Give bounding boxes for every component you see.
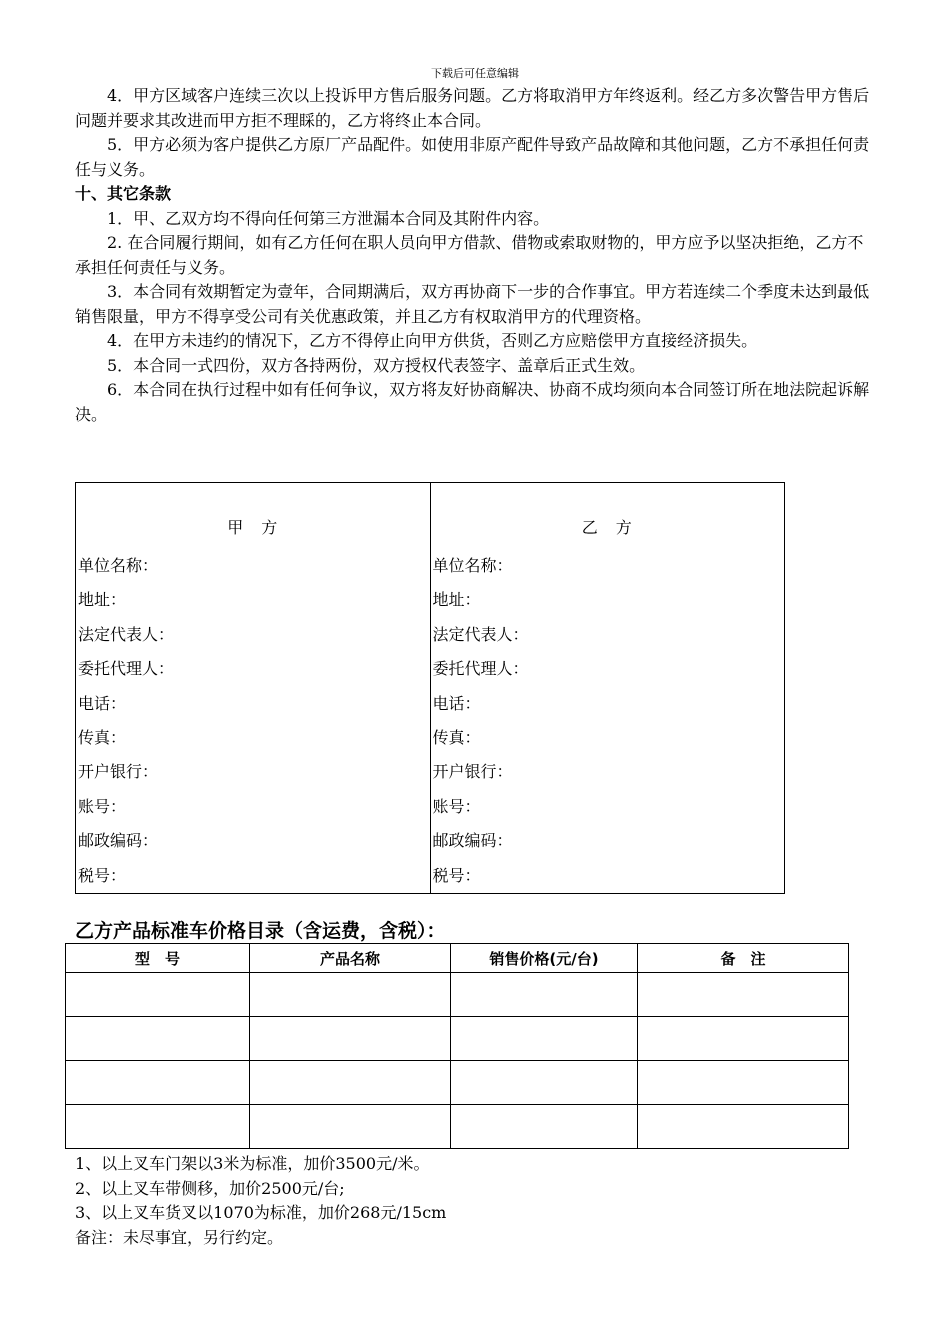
table-cell xyxy=(250,1061,451,1105)
party-b-postcode: 邮政编码： xyxy=(432,831,513,851)
party-b-cell xyxy=(430,483,785,894)
party-a-legal-rep: 法定代表人： xyxy=(78,624,175,644)
party-a-phone: 电话： xyxy=(78,693,127,713)
table-cell xyxy=(66,1017,250,1061)
note-2: 2、以上叉车带侧移，加价2500元/台; xyxy=(75,1178,345,1198)
party-b-account: 账号： xyxy=(432,796,481,816)
signature-table xyxy=(75,482,785,894)
table-cell xyxy=(451,1017,638,1061)
party-b-tax-id: 税号： xyxy=(432,865,481,885)
party-b-address: 地址： xyxy=(432,590,481,610)
table-cell xyxy=(66,973,250,1017)
party-b-bank: 开户银行： xyxy=(432,762,513,782)
party-a-bank: 开户银行： xyxy=(78,762,159,782)
table-cell xyxy=(250,973,451,1017)
clause-4: 4．在甲方未违约的情况下，乙方不得停止向甲方供货，否则乙方应赔偿甲方直接经济损失。 xyxy=(107,331,758,350)
table-cell xyxy=(451,973,638,1017)
price-notes xyxy=(75,1152,875,1250)
table-row xyxy=(66,973,849,1017)
table-cell xyxy=(638,1017,849,1061)
page-header: 下载后可任意编辑 xyxy=(431,67,519,80)
header-product-name: 产品名称 xyxy=(250,944,451,973)
party-a-agent: 委托代理人： xyxy=(78,659,175,679)
party-b-legal-rep: 法定代表人： xyxy=(432,624,529,644)
party-a-postcode: 邮政编码： xyxy=(78,831,159,851)
party-b-company-name: 单位名称： xyxy=(432,556,513,575)
intro-paragraph-4: 4．甲方区域客户连续三次以上投诉甲方售后服务问题。乙方将取消甲方年终返利。经乙方多次警告甲方售后问题并要求其改进而甲方拒不理睬的，乙方将终止本合同。 xyxy=(75,86,870,130)
price-table-header-row xyxy=(66,944,849,973)
party-b-agent: 委托代理人： xyxy=(432,659,529,679)
party-a-title: 甲 方 xyxy=(227,518,279,537)
party-b-title: 乙 方 xyxy=(581,518,633,537)
clause-1: 1．甲、乙双方均不得向任何第三方泄漏本合同及其附件内容。 xyxy=(107,208,550,228)
table-cell xyxy=(250,1105,451,1149)
table-cell xyxy=(451,1061,638,1105)
party-a-fax: 传真： xyxy=(78,727,127,747)
contract-text xyxy=(75,84,875,427)
clause-3: 3．本合同有效期暂定为壹年，合同期满后，双方再协商下一步的合作事宜。甲方若连续二个季度未达到最低销售限量，甲方不得享受公司有关优惠政策，并且乙方有权取消甲方的代理资格。 xyxy=(75,282,870,326)
party-a-company-name: 单位名称： xyxy=(78,556,159,575)
table-row xyxy=(66,1061,849,1105)
table-cell xyxy=(451,1105,638,1149)
note-remarks: 备注：未尽事宜，另行约定。 xyxy=(75,1227,284,1247)
clause-5: 5．本合同一式四份，双方各持两份，双方授权代表签字、盖章后正式生效。 xyxy=(107,355,646,375)
table-cell xyxy=(638,1061,849,1105)
note-3: 3、以上叉车货叉以1070为标准，加价268元/15cm xyxy=(75,1203,447,1222)
table-cell xyxy=(638,973,849,1017)
party-a-cell xyxy=(76,483,431,894)
table-cell xyxy=(250,1017,451,1061)
party-a-tax-id: 税号： xyxy=(78,865,127,885)
party-b-fax: 传真： xyxy=(432,727,481,747)
price-table xyxy=(65,943,849,1149)
party-a-address: 地址： xyxy=(78,590,127,610)
party-b-phone: 电话： xyxy=(432,693,481,713)
table-row xyxy=(66,1105,849,1149)
intro-paragraph-5: 5．甲方必须为客户提供乙方原厂产品配件。如使用非原产配件导致产品故障和其他问题，乙方不承担任何责任与义务。 xyxy=(75,135,870,179)
table-cell xyxy=(66,1105,250,1149)
header-model: 型 号 xyxy=(66,944,250,973)
header-remarks: 备 注 xyxy=(638,944,849,973)
table-cell xyxy=(66,1061,250,1105)
party-a-account: 账号： xyxy=(78,796,127,816)
table-row xyxy=(66,1017,849,1061)
clause-2: 2. 在合同履行期间，如有乙方任何在职人员向甲方借款、借物或索取财物的，甲方应予以坚决拒绝，乙方不承担任何责任与义务。 xyxy=(75,233,864,277)
table-cell xyxy=(638,1105,849,1149)
clause-6: 6．本合同在执行过程中如有任何争议，双方将友好协商解决、协商不成均须向本合同签订所在地法院起诉解决。 xyxy=(75,380,870,424)
price-table-title: 乙方产品标准车价格目录（含运费，含税）： xyxy=(75,920,446,942)
note-1: 1、以上叉车门架以3米为标准，加价3500元/米。 xyxy=(75,1154,430,1173)
header-price: 销售价格(元/台) xyxy=(451,944,638,973)
section-title: 十、其它条款 xyxy=(75,184,172,203)
